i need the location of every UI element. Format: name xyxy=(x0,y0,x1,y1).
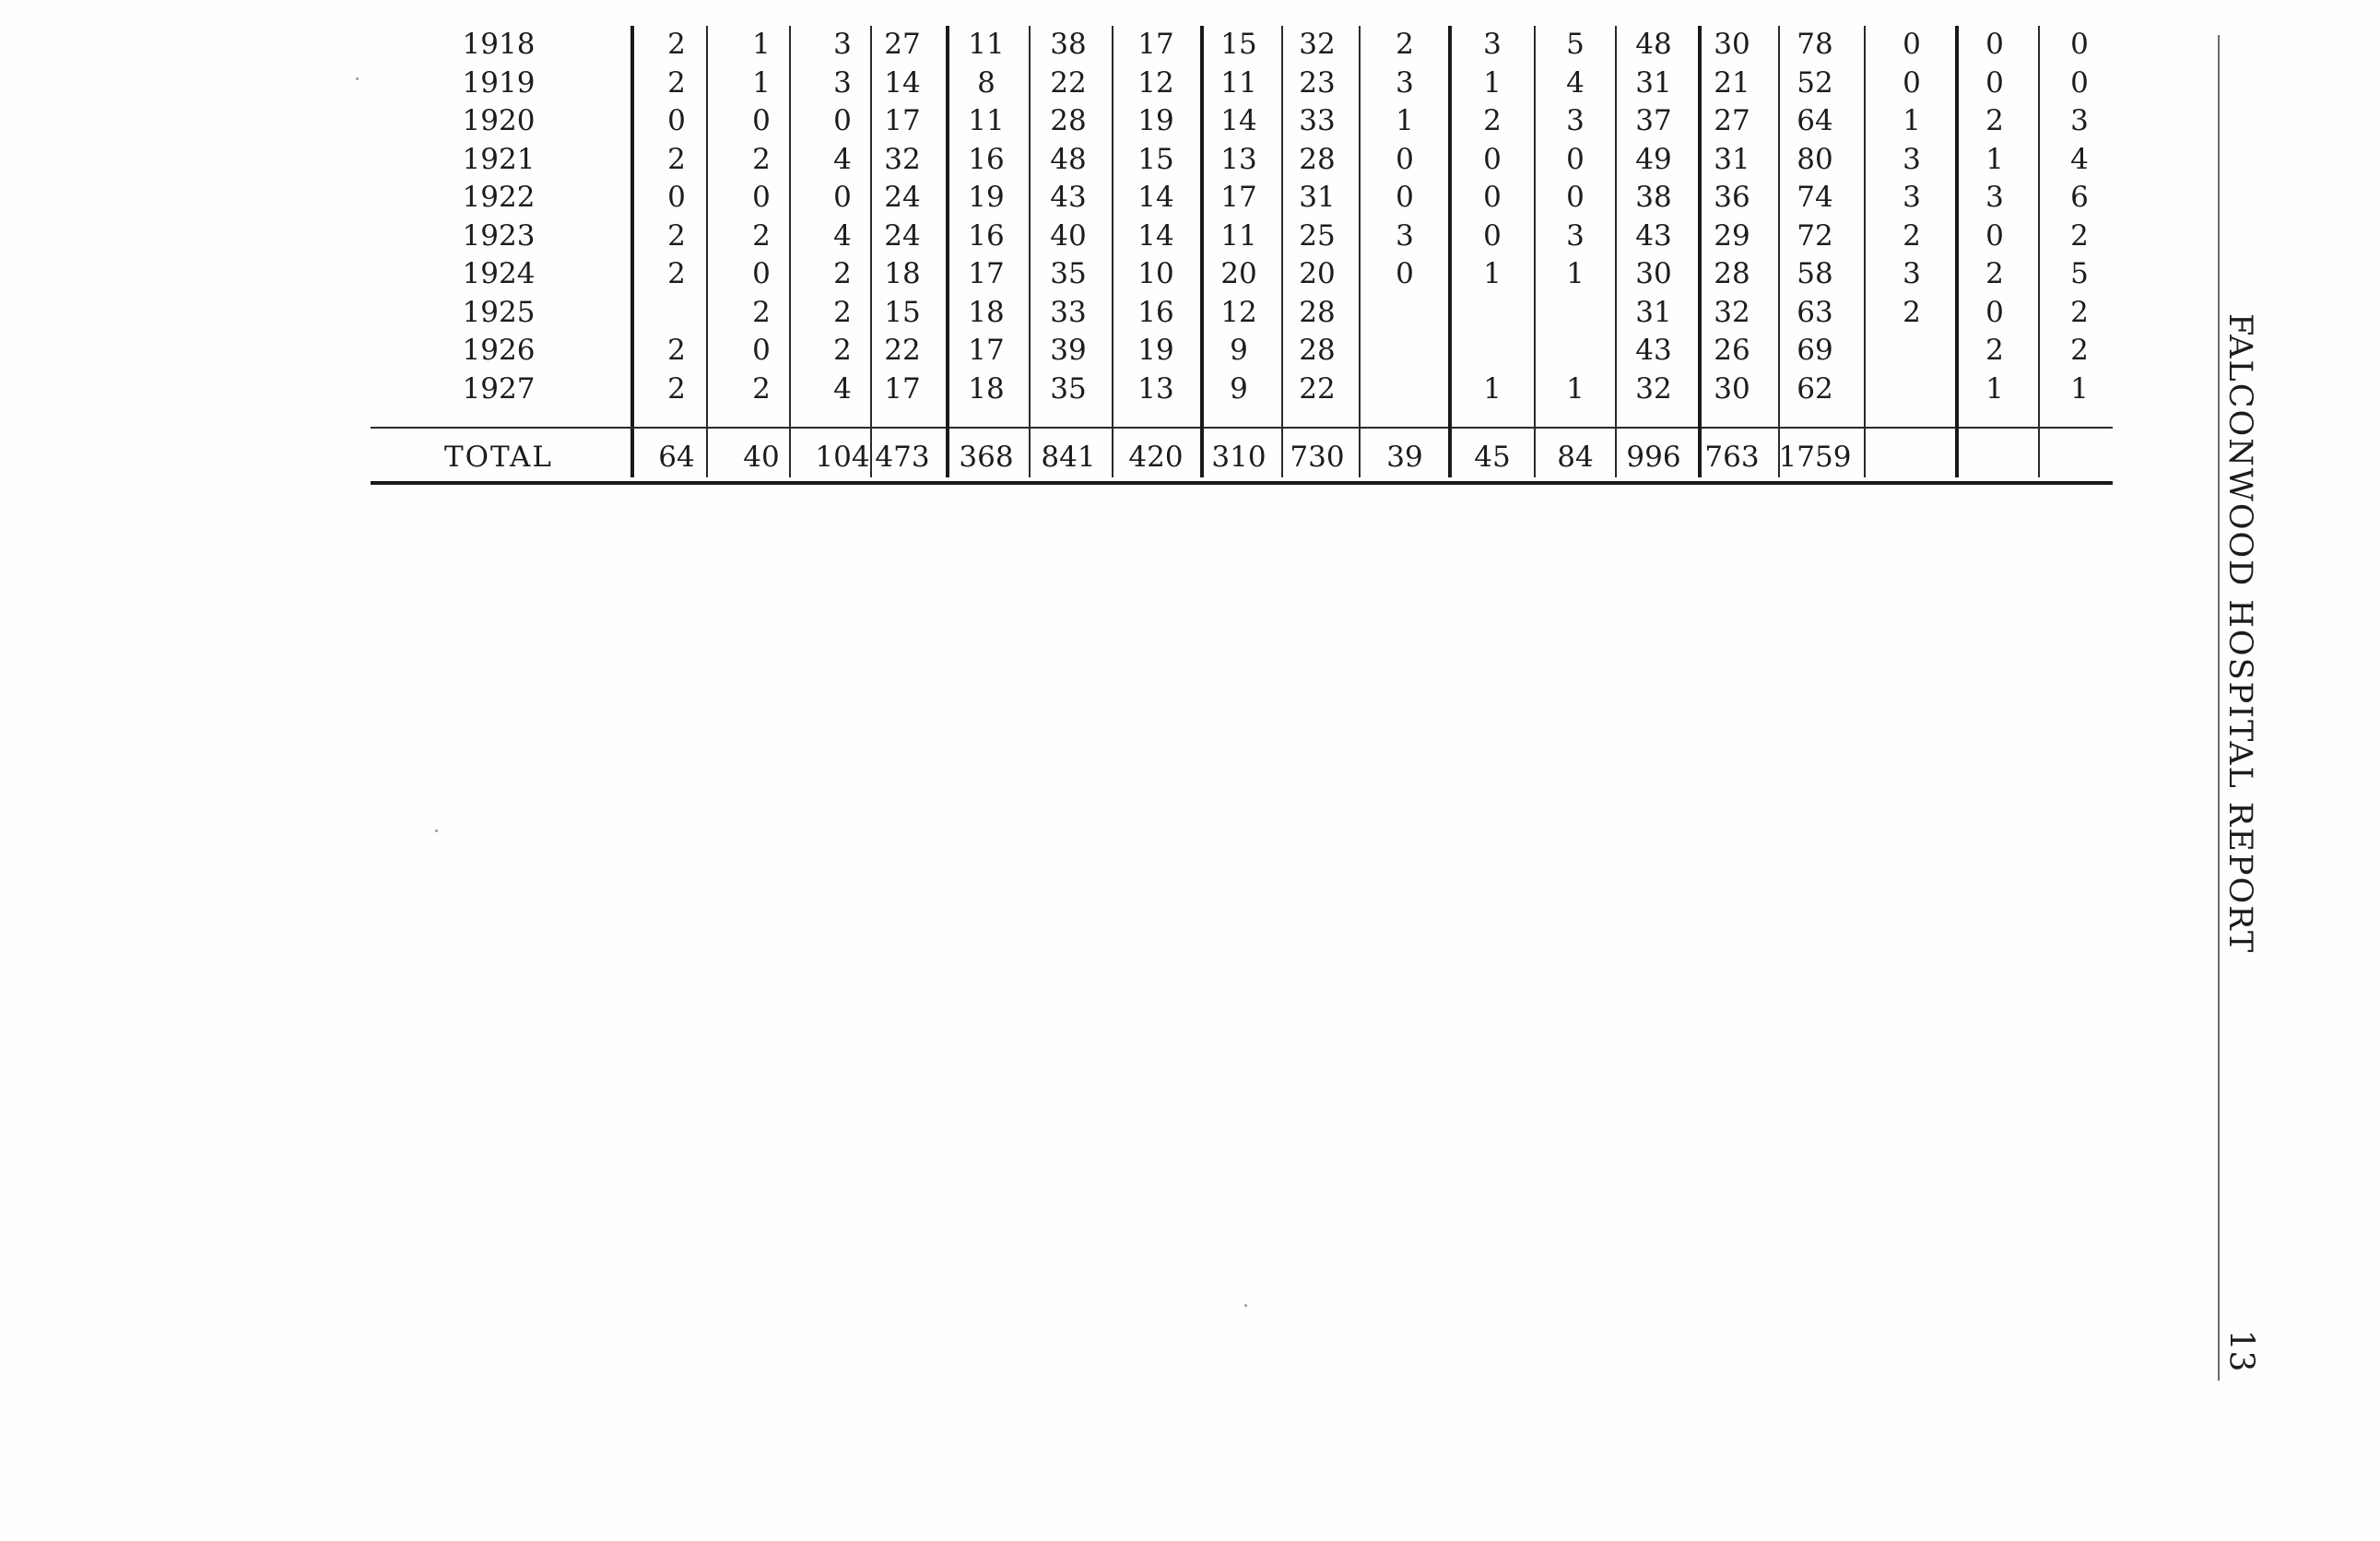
value-cell: 2 xyxy=(2070,218,2089,253)
value-cell: 11 xyxy=(1220,65,1257,100)
value-cell: 32 xyxy=(1299,28,1336,61)
value-cell: 2 xyxy=(752,371,771,406)
value-cell: 2 xyxy=(752,295,771,329)
value-cell: 1 xyxy=(1396,104,1414,137)
value-cell: 72 xyxy=(1797,218,1833,253)
value-cell: 0 xyxy=(2070,28,2089,61)
total-cell: 841 xyxy=(1041,441,1096,474)
value-cell: 29 xyxy=(1714,218,1750,253)
value-cell: 38 xyxy=(1635,181,1672,214)
value-cell: 30 xyxy=(1635,257,1672,290)
total-cell: 368 xyxy=(959,441,1014,474)
value-cell: 8 xyxy=(977,65,996,100)
value-cell: 4 xyxy=(1566,65,1585,100)
value-cell: 0 xyxy=(1396,142,1414,176)
value-cell: 0 xyxy=(2070,65,2089,100)
value-cell: 78 xyxy=(1797,28,1833,61)
value-cell: 3 xyxy=(833,65,852,100)
value-cell: 2 xyxy=(2070,295,2089,329)
value-cell: 2 xyxy=(667,218,686,253)
value-cell: 31 xyxy=(1635,65,1672,100)
value-cell: 22 xyxy=(1050,65,1087,100)
total-cell xyxy=(1954,439,2035,476)
value-cell: 1 xyxy=(1483,65,1502,100)
value-cell: 27 xyxy=(884,28,921,61)
value-cell: 3 xyxy=(1566,104,1585,137)
value-cell: 28 xyxy=(1050,104,1087,137)
value-cell: 28 xyxy=(1299,334,1336,367)
value-cell: 9 xyxy=(1230,371,1248,406)
total-cell: 104 xyxy=(815,441,870,474)
total-cell xyxy=(1871,439,1952,476)
total-cell: 39 xyxy=(1386,441,1423,474)
value-cell: 24 xyxy=(884,218,921,253)
year-cell: 1923 xyxy=(462,218,536,253)
total-cell: 40 xyxy=(743,441,780,474)
value-cell: 22 xyxy=(884,334,921,367)
value-cell xyxy=(1535,294,1616,331)
value-cell: 14 xyxy=(1220,104,1257,137)
value-cell: 64 xyxy=(1797,104,1833,137)
value-cell: 2 xyxy=(667,257,686,290)
year-cell: 1926 xyxy=(462,334,536,367)
table-row xyxy=(371,255,2113,292)
year-cell: 1920 xyxy=(462,104,536,137)
page-number: 13 xyxy=(2221,1329,2260,1372)
value-cell: 5 xyxy=(2070,257,2089,290)
value-cell: 0 xyxy=(752,334,771,367)
value-cell: 15 xyxy=(884,295,921,329)
value-cell: 0 xyxy=(1903,65,1921,100)
value-cell: 32 xyxy=(1635,371,1672,406)
value-cell xyxy=(1452,332,1533,369)
year-cell: 1927 xyxy=(462,371,536,406)
value-cell: 1 xyxy=(1566,257,1585,290)
value-cell: 2 xyxy=(752,142,771,176)
table-row xyxy=(371,26,2113,63)
value-cell: 0 xyxy=(1566,181,1585,214)
value-cell: 0 xyxy=(1985,28,2004,61)
year-cell: 1924 xyxy=(462,257,536,290)
value-cell: 43 xyxy=(1635,218,1672,253)
value-cell xyxy=(1364,371,1445,407)
value-cell: 40 xyxy=(1050,218,1087,253)
value-cell: 1 xyxy=(1985,142,2004,176)
value-cell: 28 xyxy=(1299,142,1336,176)
scan-speck xyxy=(1244,1304,1247,1307)
value-cell: 48 xyxy=(1050,142,1087,176)
value-cell xyxy=(1871,371,1952,407)
value-cell: 16 xyxy=(968,142,1005,176)
value-cell: 63 xyxy=(1797,295,1833,329)
value-cell: 19 xyxy=(1137,104,1174,137)
value-cell: 13 xyxy=(1137,371,1174,406)
total-bottom-rule xyxy=(371,481,2113,485)
value-cell: 23 xyxy=(1299,65,1336,100)
total-cell: 45 xyxy=(1474,441,1511,474)
value-cell: 1 xyxy=(2070,371,2089,406)
scan-speck xyxy=(356,77,359,80)
value-cell: 20 xyxy=(1220,257,1257,290)
value-cell: 0 xyxy=(833,104,852,137)
total-top-rule xyxy=(371,427,2113,429)
value-cell: 1 xyxy=(752,28,771,61)
value-cell: 2 xyxy=(1985,104,2004,137)
value-cell: 25 xyxy=(1299,218,1336,253)
value-cell: 36 xyxy=(1714,181,1750,214)
value-cell: 18 xyxy=(884,257,921,290)
value-cell: 19 xyxy=(1137,334,1174,367)
value-cell: 35 xyxy=(1050,371,1087,406)
value-cell: 2 xyxy=(667,334,686,367)
value-cell: 3 xyxy=(1985,181,2004,214)
value-cell: 52 xyxy=(1797,65,1833,100)
value-cell: 62 xyxy=(1797,371,1833,406)
value-cell: 22 xyxy=(1299,371,1336,406)
value-cell: 32 xyxy=(1714,295,1750,329)
value-cell: 3 xyxy=(1566,218,1585,253)
value-cell: 4 xyxy=(833,371,852,406)
year-cell: 1918 xyxy=(462,28,536,61)
table-row xyxy=(371,102,2113,139)
value-cell: 3 xyxy=(1396,65,1414,100)
table-row xyxy=(371,294,2113,331)
value-cell xyxy=(1364,332,1445,369)
value-cell: 11 xyxy=(968,104,1005,137)
value-cell: 1 xyxy=(1483,257,1502,290)
total-cell: 1759 xyxy=(1778,441,1852,474)
value-cell: 17 xyxy=(1220,181,1257,214)
statistics-table xyxy=(371,26,2113,488)
table-row xyxy=(371,141,2113,178)
report-title: FALCONWOOD HOSPITAL REPORT xyxy=(2221,313,2258,955)
value-cell: 27 xyxy=(1714,104,1750,137)
total-cell: 420 xyxy=(1128,441,1184,474)
value-cell: 17 xyxy=(968,334,1005,367)
value-cell: 69 xyxy=(1797,334,1833,367)
value-cell: 21 xyxy=(1714,65,1750,100)
value-cell: 16 xyxy=(968,218,1005,253)
value-cell: 0 xyxy=(667,181,686,214)
value-cell: 3 xyxy=(1396,218,1414,253)
value-cell: 38 xyxy=(1050,28,1087,61)
value-cell: 39 xyxy=(1050,334,1087,367)
value-cell: 3 xyxy=(2070,104,2089,137)
value-cell: 37 xyxy=(1635,104,1672,137)
value-cell xyxy=(1535,332,1616,369)
value-cell: 28 xyxy=(1714,257,1750,290)
total-cell: 763 xyxy=(1704,441,1760,474)
value-cell: 2 xyxy=(1903,218,1921,253)
value-cell: 35 xyxy=(1050,257,1087,290)
total-cell: 310 xyxy=(1211,441,1267,474)
total-label: TOTAL xyxy=(443,441,554,474)
total-cell: 64 xyxy=(658,441,695,474)
value-cell: 14 xyxy=(1137,181,1174,214)
value-cell: 0 xyxy=(1985,65,2004,100)
value-cell: 28 xyxy=(1299,295,1336,329)
value-cell xyxy=(1364,294,1445,331)
value-cell: 17 xyxy=(884,104,921,137)
value-cell: 48 xyxy=(1635,28,1672,61)
value-cell: 31 xyxy=(1299,181,1336,214)
total-cell: 473 xyxy=(875,441,930,474)
value-cell: 3 xyxy=(1903,181,1921,214)
scan-speck xyxy=(435,829,438,832)
value-cell: 58 xyxy=(1797,257,1833,290)
value-cell: 10 xyxy=(1137,257,1174,290)
value-cell: 74 xyxy=(1797,181,1833,214)
year-cell: 1922 xyxy=(462,181,536,214)
value-cell: 2 xyxy=(833,295,852,329)
value-cell: 2 xyxy=(1985,257,2004,290)
value-cell: 17 xyxy=(884,371,921,406)
value-cell: 26 xyxy=(1714,334,1750,367)
value-cell: 12 xyxy=(1220,295,1257,329)
value-cell: 33 xyxy=(1299,104,1336,137)
value-cell: 1 xyxy=(752,65,771,100)
value-cell: 16 xyxy=(1137,295,1174,329)
value-cell: 17 xyxy=(968,257,1005,290)
value-cell: 2 xyxy=(667,142,686,176)
value-cell: 31 xyxy=(1635,295,1672,329)
value-cell: 5 xyxy=(1566,28,1585,61)
value-cell: 2 xyxy=(667,65,686,100)
value-cell: 0 xyxy=(1903,28,1921,61)
value-cell xyxy=(1871,332,1952,369)
value-cell: 0 xyxy=(752,257,771,290)
value-cell: 43 xyxy=(1050,181,1087,214)
value-cell: 12 xyxy=(1137,65,1174,100)
value-cell: 0 xyxy=(1483,142,1502,176)
value-cell: 49 xyxy=(1635,142,1672,176)
value-cell: 1 xyxy=(1985,371,2004,406)
total-cell: 730 xyxy=(1290,441,1345,474)
year-cell: 1919 xyxy=(462,65,536,100)
table-row xyxy=(371,371,2113,407)
value-cell: 17 xyxy=(1137,28,1174,61)
value-cell xyxy=(636,294,717,331)
value-cell: 2 xyxy=(833,334,852,367)
value-cell: 0 xyxy=(1566,142,1585,176)
value-cell: 0 xyxy=(667,104,686,137)
value-cell: 4 xyxy=(833,142,852,176)
value-cell: 1 xyxy=(1483,371,1502,406)
value-cell: 80 xyxy=(1797,142,1833,176)
value-cell: 0 xyxy=(752,104,771,137)
table-row xyxy=(371,179,2113,216)
value-cell: 2 xyxy=(1396,28,1414,61)
value-cell: 2 xyxy=(752,218,771,253)
value-cell: 2 xyxy=(833,257,852,290)
value-cell: 24 xyxy=(884,181,921,214)
total-cell: 996 xyxy=(1626,441,1681,474)
table-row xyxy=(371,65,2113,101)
value-cell: 43 xyxy=(1635,334,1672,367)
value-cell: 2 xyxy=(1483,104,1502,137)
value-cell: 2 xyxy=(667,371,686,406)
value-cell: 0 xyxy=(1483,218,1502,253)
value-cell: 13 xyxy=(1220,142,1257,176)
value-cell: 3 xyxy=(833,28,852,61)
value-cell: 31 xyxy=(1714,142,1750,176)
value-cell: 30 xyxy=(1714,28,1750,61)
value-cell: 4 xyxy=(2070,142,2089,176)
value-cell: 9 xyxy=(1230,334,1248,367)
value-cell: 2 xyxy=(1985,334,2004,367)
table-row xyxy=(371,218,2113,254)
value-cell: 15 xyxy=(1220,28,1257,61)
value-cell: 32 xyxy=(884,142,921,176)
year-cell: 1921 xyxy=(462,142,536,176)
value-cell: 0 xyxy=(1985,218,2004,253)
value-cell: 18 xyxy=(968,295,1005,329)
total-cell xyxy=(2039,439,2120,476)
value-cell: 0 xyxy=(833,181,852,214)
value-cell: 14 xyxy=(884,65,921,100)
value-cell: 33 xyxy=(1050,295,1087,329)
value-cell: 30 xyxy=(1714,371,1750,406)
year-cell: 1925 xyxy=(462,295,536,329)
table-row xyxy=(371,332,2113,369)
value-cell: 20 xyxy=(1299,257,1336,290)
value-cell xyxy=(1452,294,1533,331)
value-cell: 0 xyxy=(1985,295,2004,329)
value-cell: 11 xyxy=(968,28,1005,61)
value-cell: 3 xyxy=(1903,257,1921,290)
value-cell: 14 xyxy=(1137,218,1174,253)
value-cell: 6 xyxy=(2070,181,2089,214)
value-cell: 3 xyxy=(1483,28,1502,61)
value-cell: 11 xyxy=(1220,218,1257,253)
value-cell: 2 xyxy=(2070,334,2089,367)
value-cell: 0 xyxy=(1396,181,1414,214)
value-cell: 4 xyxy=(833,218,852,253)
margin-rule xyxy=(2218,35,2220,1381)
value-cell: 0 xyxy=(1483,181,1502,214)
value-cell: 1 xyxy=(1566,371,1585,406)
total-cell: 84 xyxy=(1557,441,1594,474)
value-cell: 1 xyxy=(1903,104,1921,137)
value-cell: 0 xyxy=(1396,257,1414,290)
value-cell: 2 xyxy=(1903,295,1921,329)
value-cell: 15 xyxy=(1137,142,1174,176)
value-cell: 19 xyxy=(968,181,1005,214)
value-cell: 0 xyxy=(752,181,771,214)
total-row xyxy=(371,439,2113,476)
value-cell: 2 xyxy=(667,28,686,61)
value-cell: 18 xyxy=(968,371,1005,406)
value-cell: 3 xyxy=(1903,142,1921,176)
